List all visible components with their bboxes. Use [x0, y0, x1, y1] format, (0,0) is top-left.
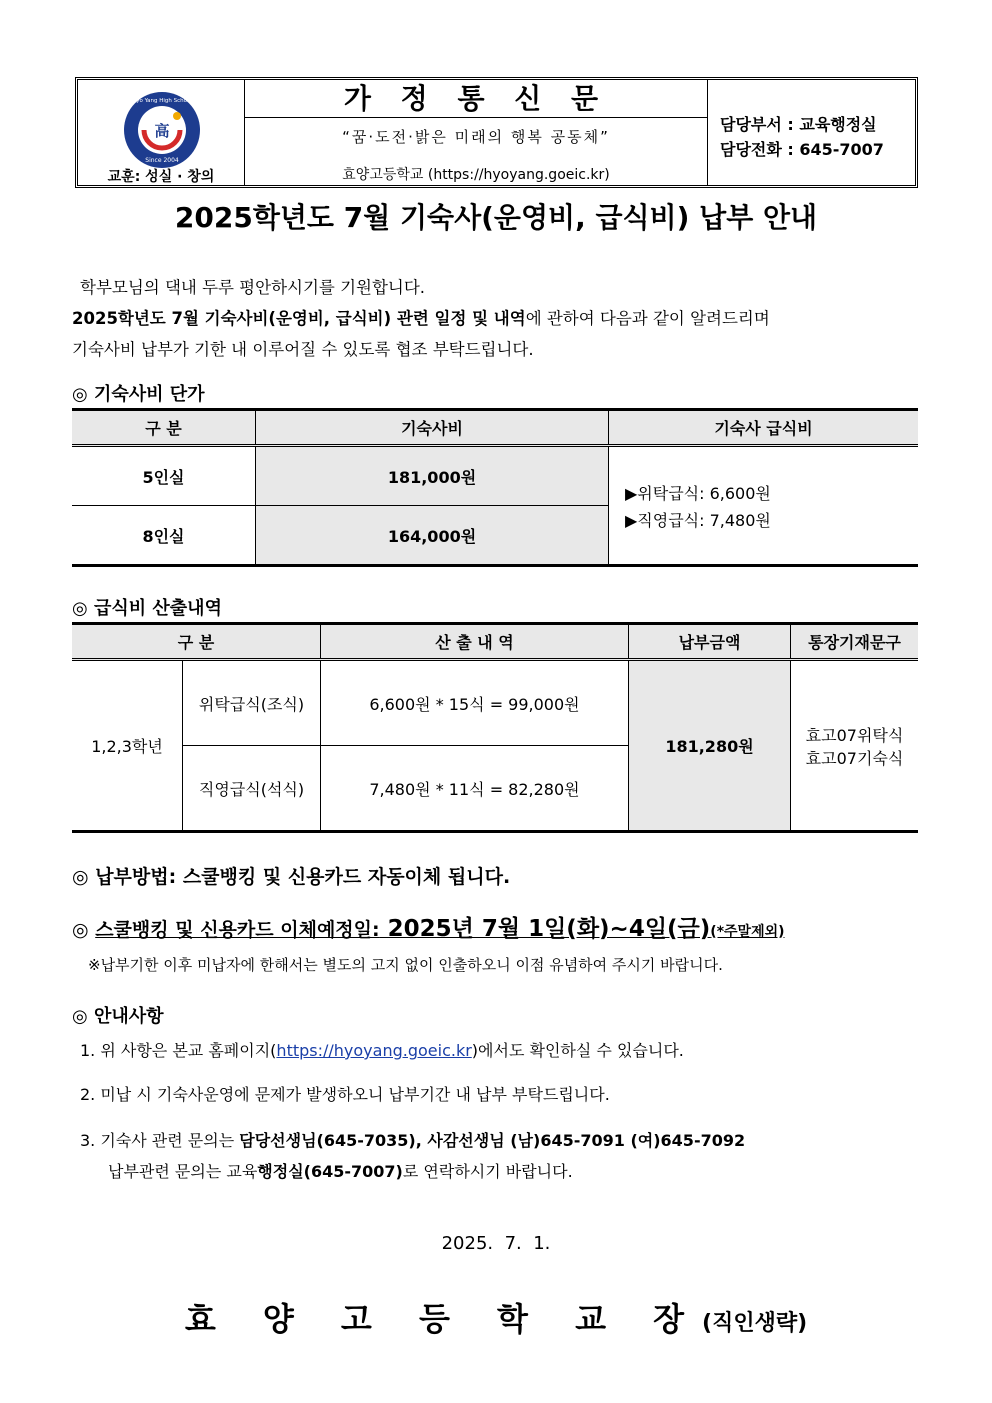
notice-item-1-text-end: )에서도 확인하실 수 있습니다.: [471, 1041, 684, 1060]
signature-line: [0, 1294, 992, 1340]
school-name: 효양고등학교 (https://hyoyang.goeic.kr): [342, 167, 610, 183]
header-cell: 구 분: [72, 410, 256, 446]
seal-omitted-note: (직인생략): [702, 1311, 808, 1336]
meal-price-cell: [609, 446, 919, 566]
dorm-fee: 181,000원: [256, 446, 609, 506]
header-cell: 구 분: [72, 624, 321, 660]
total-amount: 181,280원: [629, 660, 791, 832]
meal-price-consigned: ▶위탁급식: 6,600원: [625, 483, 771, 503]
school-logo: [122, 90, 202, 170]
meal-price-direct: ▶직영급식: 7,480원: [625, 510, 771, 530]
notice-item-3b-office: 행정실(645-7007): [257, 1162, 403, 1181]
header-cell: 기숙사비: [256, 410, 609, 446]
intro-line-2: [72, 305, 770, 329]
notice-item-1-text: 1. 위 사항은 본교 홈페이지(: [80, 1041, 277, 1060]
table-header-row: [72, 624, 918, 660]
issue-date: 2025. 7. 1.: [441, 1233, 551, 1254]
meal-type: 위탁급식(조식): [183, 660, 321, 746]
grade-cell: 1,2,3학년: [72, 660, 183, 832]
meal-calc: 6,600원 * 15식 = 99,000원: [321, 660, 629, 746]
room-type: 5인실: [72, 446, 256, 506]
logo-cell: [78, 80, 245, 185]
notice-item-3-contacts: 담당선생님(645-7035), 사감선생님 (남)645-7091 (여)645-7092: [239, 1131, 746, 1150]
meal-type: 직영급식(석식): [183, 746, 321, 832]
notice-item-3b-text-end: 로 연락하시기 바랍니다.: [402, 1162, 573, 1181]
transfer-date-note: (*주말제외): [710, 924, 785, 940]
transfer-date-label: 스쿨뱅킹 및 신용카드 이체예정일:: [95, 919, 380, 941]
late-payment-warning: ※납부기한 이후 미납자에 한해서는 별도의 고지 없이 인출하오니 이점 유념하여 주시기 바랍니다.: [88, 956, 723, 974]
transfer-date-prefix: ◎: [72, 919, 96, 941]
phone-info: 담당전화 : 645-7007: [720, 140, 884, 159]
payment-method: ◎ 납부방법: 스쿨뱅킹 및 신용카드 자동이체 됩니다.: [72, 866, 511, 888]
section-heading-dorm-fee: ◎ 기숙사비 단가: [72, 384, 205, 405]
dept-info: 담당부서 : 교육행정실: [720, 115, 877, 134]
table-row: [72, 446, 918, 506]
section-heading-notice: ◎ 안내사항: [72, 1006, 164, 1027]
newsletter-title: 가 정 통 신 문: [245, 80, 707, 118]
bankbook-memo-2: 효고07기숙식: [805, 748, 904, 768]
notice-item-3b-text: 납부관련 문의는 교육: [108, 1162, 258, 1181]
logo-since-text: Since 2004: [145, 157, 179, 164]
contact-cell: [708, 80, 915, 185]
school-motto: 교훈: 성실 · 창의: [107, 169, 215, 185]
meal-calc: 7,480원 * 11식 = 82,280원: [321, 746, 629, 832]
header-cell: 통장기재문구: [791, 624, 919, 660]
dorm-fee: 164,000원: [256, 506, 609, 566]
transfer-date-value: 2025년 7월 1일(화)~4일(금): [379, 916, 711, 942]
transfer-date-underlined: [95, 916, 785, 942]
table-row: [72, 660, 918, 746]
header-cell: 산 출 내 역: [321, 624, 629, 660]
notice-item-3-continued: [108, 1159, 573, 1182]
notice-item-2: 2. 미납 시 기숙사운영에 문제가 발생하오니 납부기간 내 납부 부탁드립니다.: [80, 1085, 610, 1104]
bankbook-memo-1: 효고07위탁식: [805, 725, 904, 745]
intro-line-2-rest: 에 관하여 다음과 같이 알려드리며: [525, 309, 770, 328]
logo-center-text: 高: [154, 122, 170, 140]
notice-item-3-text: 3. 기숙사 관련 문의는: [80, 1131, 240, 1150]
notice-item-1: [80, 1038, 684, 1061]
main-title: 2025학년도 7월 기숙사(운영비, 급식비) 납부 안내: [174, 201, 818, 234]
slogan: “꿈·도전·밝은 미래의 행복 공동체”: [342, 128, 610, 146]
notice-item-3: [80, 1128, 745, 1151]
transfer-date-line: [72, 910, 785, 943]
homepage-link[interactable]: https://hyoyang.goeic.kr: [276, 1041, 472, 1060]
table-header-row: [72, 410, 918, 446]
letterhead: [75, 77, 918, 188]
intro-line-1: 학부모님의 댁내 두루 평안하시기를 기원합니다.: [80, 278, 426, 297]
title-cell: [245, 80, 708, 185]
principal-signature: 효 양 고 등 학 교 장: [184, 1300, 703, 1338]
intro-line-3: 기숙사비 납부가 기한 내 이루어질 수 있도록 협조 부탁드립니다.: [72, 340, 534, 359]
section-heading-meal-calc: ◎ 급식비 산출내역: [72, 598, 222, 619]
meal-calc-table: [72, 622, 918, 833]
logo-ring-text: Hyo Yang High School: [132, 98, 192, 104]
intro-highlight: 2025학년도 7월 기숙사비(운영비, 급식비) 관련 일정 및 내역: [72, 309, 526, 328]
room-type: 8인실: [72, 506, 256, 566]
header-cell: 기숙사 급식비: [609, 410, 919, 446]
header-cell: 납부금액: [629, 624, 791, 660]
bankbook-memo-cell: [791, 660, 919, 832]
dorm-fee-table: [72, 408, 918, 567]
